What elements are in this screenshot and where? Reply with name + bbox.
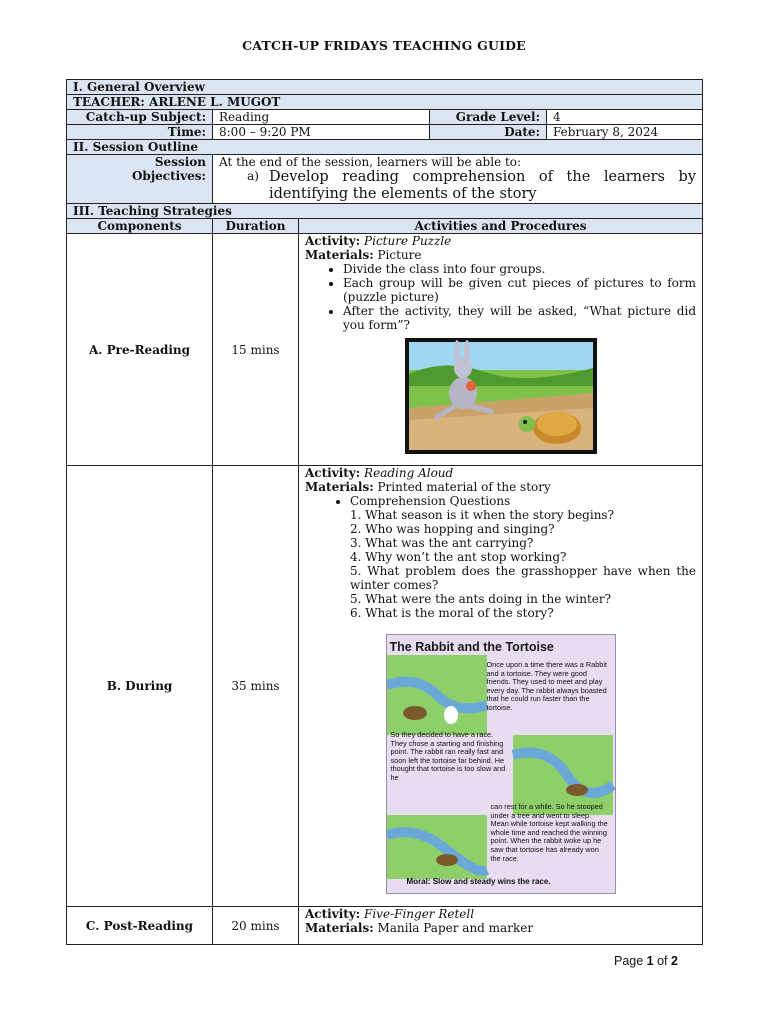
objective-text: Develop reading comprehension of the learners by identifying the elements of the story xyxy=(269,169,697,202)
header-activities: Activities and Procedures xyxy=(299,219,703,234)
materials-value: Printed material of the story xyxy=(373,480,551,494)
page-total: 2 xyxy=(671,954,678,968)
materials-line xyxy=(305,921,696,935)
activities-pre-reading xyxy=(299,234,703,466)
question-item: 3. What was the ant carrying? xyxy=(350,536,534,550)
activity-name: Five-Finger Retell xyxy=(360,907,475,921)
procedure-item: • Each group will be given cut pieces of pictures to form (puzzle picture) xyxy=(343,276,696,304)
procedure-list xyxy=(305,262,696,332)
story-paragraph-2: So they decided to have a race. They chose a starting and finishing point. The rabbit ran really fast and soon left the tortoise far behind. He thought that tortoise is too slow and he xyxy=(390,730,506,782)
page-prefix: Page xyxy=(614,954,647,968)
teacher-name: TEACHER: ARLENE L. MUGOT xyxy=(67,95,703,110)
section-session-outline: II. Session Outline xyxy=(67,140,703,155)
header-duration: Duration xyxy=(213,219,299,234)
component-post-reading: C. Post-Reading xyxy=(67,907,213,945)
story-title: The Rabbit and the Tortoise xyxy=(389,640,554,654)
activity-label: Activity: xyxy=(305,466,361,480)
header-components: Components xyxy=(67,219,213,234)
story-paragraph-3: can rest for a while. So he stooped under a tree and went to sleep. Mean while tortoise kept walking the whole time and reached the winning point. When the rabbit woke up he saw that tortoise has already won the race. xyxy=(490,802,608,863)
subject-value: Reading xyxy=(213,110,430,125)
materials-value: Picture xyxy=(377,248,422,262)
question-item: 5. What problem does the grasshopper have when the winter comes? xyxy=(350,564,697,592)
page-number xyxy=(614,954,678,968)
activity-name: Reading Aloud xyxy=(364,466,454,480)
component-during: B. During xyxy=(67,466,213,907)
objective-item xyxy=(219,169,696,203)
duration-pre-reading: 15 mins xyxy=(213,234,299,466)
date-value: February 8, 2024 xyxy=(547,125,703,140)
story-paragraph-1: Once upon a time there was a Rabbit and a tortoise. They were good friends. They used to meet and play every day. The rabbit always boasted that he could run faster than the tortoise. xyxy=(486,660,607,712)
question-list xyxy=(305,508,696,620)
procedure-list xyxy=(305,494,696,508)
question-item: 1. What season is it when the story begins? xyxy=(350,508,615,522)
materials-line xyxy=(305,248,696,262)
materials-label: Materials: xyxy=(305,480,374,494)
time-label: Time: xyxy=(67,125,213,140)
activity-line xyxy=(305,907,696,921)
date-label: Date: xyxy=(430,125,547,140)
grade-label: Grade Level: xyxy=(430,110,547,125)
page-of: of xyxy=(653,954,671,968)
objectives-label xyxy=(67,155,213,204)
materials-line xyxy=(305,480,696,494)
teaching-guide-table xyxy=(66,79,703,945)
story-moral: Moral: Slow and steady wins the race. xyxy=(406,877,551,886)
story-image xyxy=(386,634,616,894)
question-item: 4. Why won’t the ant stop working? xyxy=(350,550,567,564)
page-current: 1 xyxy=(646,954,654,968)
objective-letter: a) xyxy=(247,169,259,183)
rabbit-tortoise-picture xyxy=(405,338,597,454)
activity-label: Activity: xyxy=(305,907,361,921)
question-item: 2. Who was hopping and singing? xyxy=(350,522,555,536)
materials-label: Materials: xyxy=(305,921,374,935)
objectives-label-line2: Objectives: xyxy=(131,169,206,183)
objectives-label-line1: Session xyxy=(154,155,206,169)
time-value: 8:00 – 9:20 PM xyxy=(213,125,430,140)
materials-value: Manila Paper and marker xyxy=(373,921,534,935)
component-pre-reading: A. Pre-Reading xyxy=(67,234,213,466)
objectives-content xyxy=(213,155,703,204)
activity-label: Activity: xyxy=(305,234,361,248)
activity-line xyxy=(305,466,696,480)
objectives-intro: At the end of the session, learners will be able to: xyxy=(219,155,522,169)
activities-post-reading xyxy=(299,907,703,945)
procedure-item: • Comprehension Questions xyxy=(350,494,696,508)
activities-during xyxy=(299,466,703,907)
subject-label: Catch-up Subject: xyxy=(67,110,213,125)
grade-value: 4 xyxy=(547,110,703,125)
section-general-overview: I. General Overview xyxy=(67,80,703,95)
procedure-item: • Divide the class into four groups. xyxy=(343,262,696,276)
materials-label: Materials: xyxy=(305,248,374,262)
question-item: 5. What were the ants doing in the winter? xyxy=(350,592,612,606)
duration-during: 35 mins xyxy=(213,466,299,907)
activity-line xyxy=(305,234,696,248)
activity-name: Picture Puzzle xyxy=(364,234,452,248)
procedure-item: • After the activity, they will be asked, “What picture did you form”? xyxy=(343,304,696,332)
duration-post-reading: 20 mins xyxy=(213,907,299,945)
section-teaching-strategies: III. Teaching Strategies xyxy=(67,204,703,219)
document-title: CATCH-UP FRIDAYS TEACHING GUIDE xyxy=(242,38,526,53)
question-item: 6. What is the moral of the story? xyxy=(350,606,554,620)
